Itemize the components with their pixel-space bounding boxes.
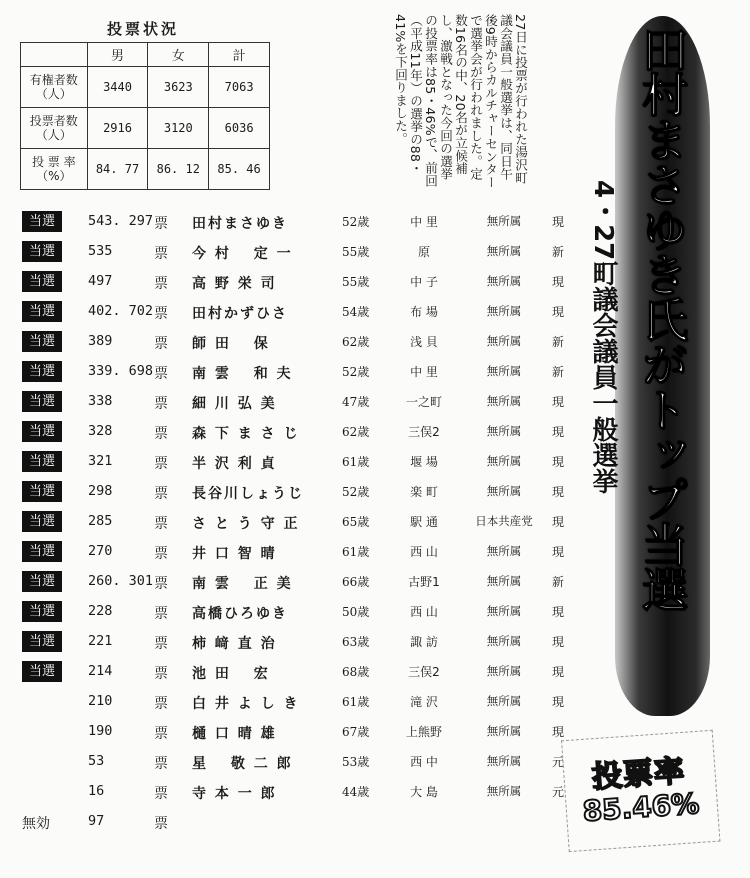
candidate-name: 池 田 宏 xyxy=(192,666,270,682)
results-list xyxy=(22,207,602,837)
candidate-age: 52歳 xyxy=(342,485,370,499)
candidate-name: 高 野 栄 司 xyxy=(192,276,277,292)
candidate-status: 現 xyxy=(552,305,565,319)
vote-count: 270 xyxy=(88,543,113,559)
candidate-area: 堰 場 xyxy=(410,455,438,469)
candidate-area: 西 山 xyxy=(410,605,438,619)
candidate-area: 中 子 xyxy=(410,275,438,289)
candidate-age: 67歳 xyxy=(342,725,370,739)
candidate-age: 47歳 xyxy=(342,395,370,409)
candidate-name: 寺 本 一 郎 xyxy=(192,786,277,802)
candidate-status: 現 xyxy=(552,605,565,619)
vote-count: 321 xyxy=(88,453,113,469)
stats-row-label-main: 投票者数 xyxy=(29,114,78,128)
candidate-age: 54歳 xyxy=(342,305,370,319)
candidate-party: 無所属 xyxy=(486,394,522,408)
elected-badge: 当選 xyxy=(22,511,62,532)
stats-header-row xyxy=(21,43,270,67)
elected-badge: 当選 xyxy=(22,601,62,622)
candidate-status: 現 xyxy=(552,485,565,499)
candidate-area: 西 中 xyxy=(410,755,438,769)
candidate-party: 無所属 xyxy=(486,544,522,558)
candidate-name: 田村まさゆき xyxy=(192,216,288,232)
candidate-name: 南 雲 和 夫 xyxy=(192,366,293,382)
vote-unit: 票 xyxy=(154,756,168,772)
candidate-area: 古野1 xyxy=(408,575,440,589)
elected-badge: 当選 xyxy=(22,361,62,382)
vote-count: 389 xyxy=(88,333,113,349)
vote-unit: 票 xyxy=(154,666,168,682)
vote-count: 53 xyxy=(88,753,105,769)
vote-unit: 票 xyxy=(154,726,168,742)
candidate-party: 無所属 xyxy=(486,424,522,438)
candidate-name: 細 川 弘 美 xyxy=(192,396,277,412)
stats-header-female: 女 xyxy=(148,43,209,67)
vote-unit: 票 xyxy=(154,306,168,322)
candidate-status: 現 xyxy=(552,215,565,229)
vote-unit: 票 xyxy=(154,696,168,712)
result-row xyxy=(22,747,602,777)
stats-header-total: 計 xyxy=(209,43,270,67)
candidate-area: 原 xyxy=(417,245,430,259)
stats-cell: 2916 xyxy=(87,108,148,149)
candidate-status: 現 xyxy=(552,395,565,409)
candidate-age: 68歳 xyxy=(342,665,370,679)
stats-cell: 6036 xyxy=(209,108,270,149)
candidate-party: 無所属 xyxy=(486,274,522,288)
candidate-name: さ と う 守 正 xyxy=(192,516,300,532)
candidate-area: 上熊野 xyxy=(405,725,442,739)
vote-count: 228 xyxy=(88,603,113,619)
candidate-status: 現 xyxy=(552,515,565,529)
vote-unit: 票 xyxy=(154,486,168,502)
elected-badge: 当選 xyxy=(22,331,62,352)
candidate-age: 55歳 xyxy=(342,275,370,289)
elected-badge: 当選 xyxy=(22,421,62,442)
candidate-area: 大 島 xyxy=(410,785,438,799)
vote-count: 402. 702 xyxy=(88,303,154,319)
candidate-age: 50歳 xyxy=(342,605,370,619)
candidate-status: 現 xyxy=(552,455,565,469)
stats-cell: 85. 46 xyxy=(209,149,270,190)
result-row xyxy=(22,297,602,327)
result-row xyxy=(22,687,602,717)
turnout-stamp xyxy=(561,730,719,860)
candidate-age: 52歳 xyxy=(342,365,370,379)
vote-unit: 票 xyxy=(154,516,168,532)
candidate-party: 無所属 xyxy=(486,334,522,348)
vote-count: 16 xyxy=(88,783,105,799)
invalid-row xyxy=(22,807,602,837)
candidate-status: 新 xyxy=(552,365,565,379)
vote-unit: 票 xyxy=(154,396,168,412)
result-row xyxy=(22,207,602,237)
vote-count: 339. 698 xyxy=(88,363,154,379)
vote-unit: 票 xyxy=(154,816,168,832)
candidate-status: 現 xyxy=(552,425,565,439)
candidate-area: 浅 貝 xyxy=(410,335,438,349)
candidate-party: 無所属 xyxy=(486,604,522,618)
candidate-area: 中 里 xyxy=(410,365,438,379)
candidate-area: 楽 町 xyxy=(410,485,438,499)
candidate-party: 無所属 xyxy=(486,484,522,498)
stats-row-label xyxy=(21,149,88,190)
vote-count: 328 xyxy=(88,423,113,439)
candidate-age: 44歳 xyxy=(342,785,370,799)
elected-badge: 当選 xyxy=(22,661,62,682)
candidate-party: 日本共産党 xyxy=(475,514,533,528)
candidate-age: 61歳 xyxy=(342,695,370,709)
stats-header-male: 男 xyxy=(87,43,148,67)
candidate-party: 無所属 xyxy=(486,634,522,648)
article-body: 27日に投票が行われた湯沢町議会議員一般選挙は、同日午後9時からカルチャーセンターで選挙会が行われました。定数16名の中、20名が立候補し、激戦となった今回の選挙の投票率は85・46%で、前回（平成11年）の選挙の88・41%を下回りました。 xyxy=(393,14,528,189)
candidate-status: 現 xyxy=(552,275,565,289)
vote-count: 190 xyxy=(88,723,113,739)
vote-unit: 票 xyxy=(154,336,168,352)
candidate-area: 布 場 xyxy=(410,305,438,319)
result-row xyxy=(22,237,602,267)
candidate-area: 西 山 xyxy=(410,545,438,559)
candidate-age: 55歳 xyxy=(342,245,370,259)
candidate-name: 柿 﨑 直 治 xyxy=(192,636,277,652)
vote-count: 543. 297 xyxy=(88,213,154,229)
stats-header-blank xyxy=(21,43,88,67)
stats-cell: 84. 77 xyxy=(87,149,148,190)
vote-unit: 票 xyxy=(154,606,168,622)
result-row xyxy=(22,567,602,597)
vote-count: 298 xyxy=(88,483,113,499)
stats-title: 投票状況 xyxy=(106,20,179,38)
candidate-name: 井 口 智 晴 xyxy=(192,546,277,562)
vote-count: 497 xyxy=(88,273,113,289)
candidate-area: 駅 通 xyxy=(410,515,438,529)
stats-cell: 3120 xyxy=(148,108,209,149)
result-row xyxy=(22,597,602,627)
stats-cell: 3623 xyxy=(148,67,209,108)
candidate-status: 現 xyxy=(552,635,565,649)
result-row xyxy=(22,357,602,387)
candidate-age: 53歳 xyxy=(342,755,370,769)
vote-unit: 票 xyxy=(154,546,168,562)
candidate-name: 長谷川しょうじ xyxy=(192,486,304,502)
elected-badge: 当選 xyxy=(22,271,62,292)
candidate-party: 無所属 xyxy=(486,214,522,228)
candidate-area: 三俣2 xyxy=(408,665,440,679)
stats-row-turnout xyxy=(21,149,270,190)
result-row xyxy=(22,327,602,357)
vote-unit: 票 xyxy=(154,456,168,472)
elected-badge: 当選 xyxy=(22,451,62,472)
candidate-party: 無所属 xyxy=(486,664,522,678)
candidate-age: 62歳 xyxy=(342,335,370,349)
vote-count: 260. 301 xyxy=(88,573,154,589)
elected-badge: 当選 xyxy=(22,571,62,592)
candidate-name: 星 敬 二 郎 xyxy=(192,756,293,772)
candidate-area: 中 里 xyxy=(410,215,438,229)
candidate-area: 三俣2 xyxy=(408,425,440,439)
candidate-party: 無所属 xyxy=(486,364,522,378)
candidate-party: 無所属 xyxy=(486,454,522,468)
candidate-party: 無所属 xyxy=(486,784,522,798)
candidate-name: 樋 口 晴 雄 xyxy=(192,726,277,742)
elected-badge: 当選 xyxy=(22,211,62,232)
stats-row-label-main: 有権者数 xyxy=(29,73,78,87)
voting-status-table xyxy=(12,18,274,190)
candidate-party: 無所属 xyxy=(486,574,522,588)
stats-table xyxy=(20,42,270,190)
candidate-age: 61歳 xyxy=(342,545,370,559)
candidate-name: 高橋ひろゆき xyxy=(192,606,288,622)
stats-row-eligible xyxy=(21,67,270,108)
candidate-status: 新 xyxy=(552,245,565,259)
stats-cell: 86. 12 xyxy=(148,149,209,190)
elected-badge: 当選 xyxy=(22,241,62,262)
candidate-name: 師 田 保 xyxy=(192,336,270,352)
candidate-name: 今 村 定 一 xyxy=(192,246,293,262)
result-row xyxy=(22,717,602,747)
stats-cell: 7063 xyxy=(209,67,270,108)
candidate-age: 62歳 xyxy=(342,425,370,439)
candidate-status: 元 xyxy=(552,755,565,769)
candidate-area: 諏 訪 xyxy=(410,635,438,649)
vote-unit: 票 xyxy=(154,276,168,292)
stats-row-label-unit: （人） xyxy=(35,128,72,142)
elected-badge: 当選 xyxy=(22,481,62,502)
candidate-party: 無所属 xyxy=(486,244,522,258)
result-row xyxy=(22,387,602,417)
stats-row-label-unit: （人） xyxy=(35,87,72,101)
candidate-name: 森 下 ま さ じ xyxy=(192,426,300,442)
headline-banner xyxy=(615,16,710,716)
candidate-age: 65歳 xyxy=(342,515,370,529)
candidate-name: 白 井 よ し き xyxy=(192,696,300,712)
stamp-value: 85.46% xyxy=(581,786,701,828)
vote-unit: 票 xyxy=(154,216,168,232)
subheadline: 4・27町議会議員一般選挙 xyxy=(588,180,618,495)
vote-count: 535 xyxy=(88,243,113,259)
vote-count: 338 xyxy=(88,393,113,409)
candidate-party: 無所属 xyxy=(486,304,522,318)
candidate-status: 現 xyxy=(552,665,565,679)
candidate-age: 66歳 xyxy=(342,575,370,589)
elected-badge: 当選 xyxy=(22,301,62,322)
elected-badge: 当選 xyxy=(22,391,62,412)
candidate-age: 61歳 xyxy=(342,455,370,469)
stats-row-voters xyxy=(21,108,270,149)
result-row xyxy=(22,477,602,507)
result-row xyxy=(22,537,602,567)
article-text xyxy=(393,14,528,192)
candidate-status: 元 xyxy=(552,785,565,799)
stats-row-label xyxy=(21,108,88,149)
result-row xyxy=(22,447,602,477)
result-row xyxy=(22,627,602,657)
candidate-name: 田村かずひさ xyxy=(192,306,288,322)
vote-unit: 票 xyxy=(154,246,168,262)
stats-row-label-unit: （%） xyxy=(36,169,72,183)
candidate-status: 現 xyxy=(552,725,565,739)
result-row xyxy=(22,777,602,807)
stats-row-label-main: 投 票 率 xyxy=(31,155,76,169)
vote-unit: 票 xyxy=(154,576,168,592)
candidate-age: 52歳 xyxy=(342,215,370,229)
candidate-age: 63歳 xyxy=(342,635,370,649)
vote-unit: 票 xyxy=(154,366,168,382)
result-row xyxy=(22,657,602,687)
candidate-area: 滝 沢 xyxy=(410,695,438,709)
candidate-status: 新 xyxy=(552,575,565,589)
vote-count: 285 xyxy=(88,513,113,529)
candidate-status: 現 xyxy=(552,545,565,559)
candidate-name: 半 沢 利 貞 xyxy=(192,456,277,472)
vote-unit: 票 xyxy=(154,786,168,802)
result-row xyxy=(22,507,602,537)
invalid-votes: 97 xyxy=(88,813,105,829)
headline-title: 田村まさゆき氏がトップ当選 xyxy=(635,26,689,611)
vote-count: 210 xyxy=(88,693,113,709)
candidate-status: 新 xyxy=(552,335,565,349)
vote-count: 221 xyxy=(88,633,113,649)
vote-count: 214 xyxy=(88,663,113,679)
candidate-name: 南 雲 正 美 xyxy=(192,576,293,592)
result-row xyxy=(22,267,602,297)
candidate-area: 一之町 xyxy=(405,395,442,409)
candidate-party: 無所属 xyxy=(486,694,522,708)
invalid-label: 無効 xyxy=(22,816,50,832)
elected-badge: 当選 xyxy=(22,541,62,562)
candidate-party: 無所属 xyxy=(486,724,522,738)
result-row xyxy=(22,417,602,447)
stats-row-label xyxy=(21,67,88,108)
stats-cell: 3440 xyxy=(87,67,148,108)
candidate-status: 現 xyxy=(552,695,565,709)
vote-unit: 票 xyxy=(154,636,168,652)
candidate-party: 無所属 xyxy=(486,754,522,768)
vote-unit: 票 xyxy=(154,426,168,442)
stamp-label: 投票率 xyxy=(590,753,687,796)
elected-badge: 当選 xyxy=(22,631,62,652)
